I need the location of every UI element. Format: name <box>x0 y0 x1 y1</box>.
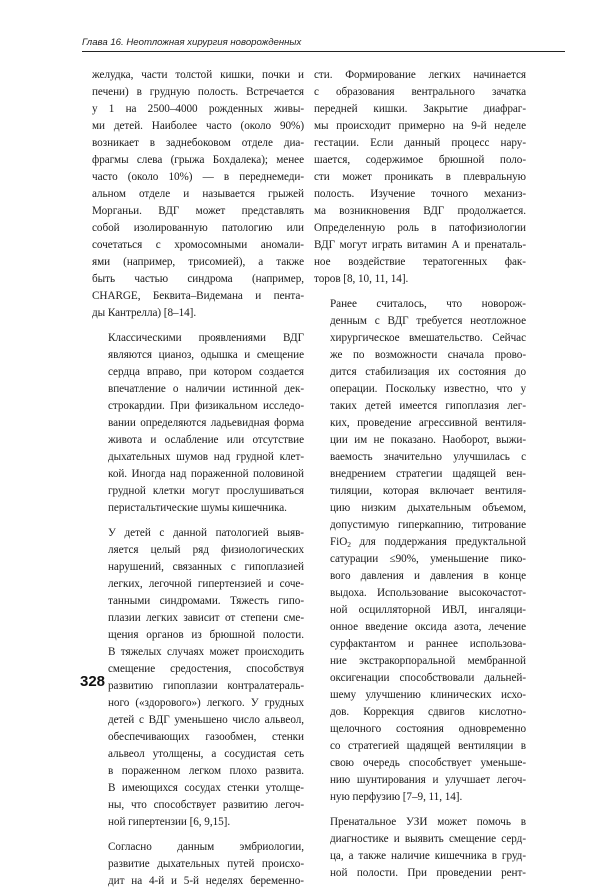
text-line: ную перфузию [7–9, 11, 14]. <box>330 791 463 803</box>
text-line: цию низким дыхательным объемом, <box>330 502 526 514</box>
text-line: ваемость значительно улучшилась с <box>330 451 526 463</box>
text-line: онное введение оксида азота, лечение <box>330 621 526 633</box>
text-line: выдоха. Использование высокочастот- <box>330 587 526 599</box>
text-line: ды Кантрелла) [8–14]. <box>92 307 197 319</box>
text-line: У детей с данной патологией выяв- <box>108 527 304 539</box>
text-line: оксигенации способствовали дальней- <box>330 672 526 684</box>
text-line: таких детей имеется гипоплазия лег- <box>330 400 526 412</box>
text-line: сти. Формирование легких начинается <box>314 69 526 81</box>
text-line: ции им не показано. Наоборот, выжи- <box>330 434 526 446</box>
text-line: живота и ослабление или отсутствие <box>108 434 304 446</box>
paragraph <box>92 525 304 831</box>
text-line: ной осцилляторной ИВЛ, ингаляци- <box>330 604 526 616</box>
text-line: нию шунтирования и улучшает легоч- <box>330 774 526 786</box>
text-line: шается, содержимое брюшной поло- <box>314 154 526 166</box>
paragraph <box>314 67 526 288</box>
text-line: дов. Коррекция сдвигов кислотно- <box>330 706 526 718</box>
text-line: альном отделе и называется грыжей <box>92 188 304 200</box>
text-line: являются цианоз, одышка и смещение <box>108 349 304 361</box>
text-line: сочетаться с хромосомными аномали- <box>92 239 304 251</box>
text-line: фрагмы слева (грыжа Бохдалека); менее <box>92 154 304 166</box>
text-line: собой изолированную патологию или <box>92 222 304 234</box>
text-line: передней кишки. Закрытие диафраг- <box>314 103 526 115</box>
text-line: перистальтические шумы кишечника. <box>108 502 287 514</box>
text-line: Пренатальное УЗИ может помочь в <box>330 816 526 828</box>
text-line: полость. Изучение точного механиз- <box>314 188 526 200</box>
text-line: плазии легких зависит от степени сме- <box>108 612 304 624</box>
fio2-subscript: 2 <box>347 540 351 549</box>
text-line-rest: для поддержания предуктальной <box>350 536 526 548</box>
paragraph-part <box>314 551 526 806</box>
text-line: ной гипертензии [6, 9,15]. <box>108 816 231 828</box>
text-line: мы происходит примерно на 9-й неделе <box>314 120 526 132</box>
text-line: Определенную роль в патофизиологии <box>314 222 526 234</box>
text-line: щелочного состояния одновременно <box>330 723 526 735</box>
text-line: ние экстракорпоральной мембранной <box>330 655 526 667</box>
text-line: допустимую гиперкапнию, титрование <box>330 519 526 531</box>
text-line: танными синдромами. Тяжесть гипо- <box>108 595 304 607</box>
text-line: диагностике и выявить смещение серд- <box>330 833 526 845</box>
text-line: В имеющихся сосудах стенки утолще- <box>108 782 304 794</box>
text-line: торов [8, 10, 11, 14]. <box>314 273 409 285</box>
paragraph <box>92 67 304 322</box>
text-line: щения органов из брюшной полости. <box>108 629 304 641</box>
text-line: Классическими проявлениями ВДГ <box>108 332 304 344</box>
text-line: обеспечивающих газообмен, стенки <box>108 731 304 743</box>
text-line: ны, что способствует развитию легоч- <box>108 799 304 811</box>
text-line: ма возникновения ВДГ продолжается. <box>314 205 526 217</box>
text-line: ного («здорового») легкого. У грудных <box>108 697 304 709</box>
paragraph <box>314 296 526 806</box>
text-line: же по возможности сначала прово- <box>330 349 526 361</box>
paragraph <box>92 330 304 517</box>
text-line: Согласно данным эмбриологии, <box>108 841 304 853</box>
text-line: ное воздействие тератогенных фак- <box>314 256 526 268</box>
text-line: дыхательных шумов над грудной клет- <box>108 451 304 463</box>
text-line: развитие дыхательных путей происхо- <box>108 858 304 870</box>
text-line: сти может проникать в плевральную <box>314 171 526 183</box>
running-header: Глава 16. Неотложная хирургия новорожденных <box>82 37 565 52</box>
text-line: ВДГ могут играть витамин А и пренаталь- <box>314 239 526 251</box>
text-line: В тяжелых случаях может происходить <box>108 646 304 658</box>
text-line: хирургическое вмешательство. Сейчас <box>330 332 526 344</box>
right-column <box>314 67 526 882</box>
text-line: Ранее считалось, что новорож- <box>330 298 526 310</box>
text-line: сердца вправо, при котором создается <box>108 366 304 378</box>
text-line: впечатление о наличии истинной дек- <box>108 383 304 395</box>
text-line: печени) в грудную полость. Встречается <box>92 86 304 98</box>
text-line: ляется целый ряд физиологических <box>108 544 304 556</box>
text-line: CHARGE, Беквита–Видемана и пента- <box>92 290 304 302</box>
text-line: ной полости. При проведении рент- <box>330 867 526 879</box>
text-line: детей с ВДГ уменьшено число альвеол, <box>108 714 304 726</box>
text-line: нарушений, связанных с гипоплазией <box>108 561 304 573</box>
text-line: гестации. Если данный процесс нару- <box>314 137 526 149</box>
text-line: строкардии. При физикальном исследо- <box>108 400 304 412</box>
text-line: возникает в заднебоковом отделе диа- <box>92 137 304 149</box>
fio2-symbol: FiO <box>330 536 348 548</box>
text-line: в пораженном легком плохо развита. <box>108 765 304 777</box>
text-line: альвеол утолщены, а сосудистая сеть <box>108 748 304 760</box>
left-column <box>92 67 304 890</box>
text-line: дится стабилизация их состояния до <box>330 366 526 378</box>
text-line: развитию гипоплазии контралатераль- <box>108 680 304 692</box>
text-line: ца, а также наличие кишечника в груд- <box>330 850 526 862</box>
text-line: ких, проведение агрессивной вентиля- <box>330 417 526 429</box>
text-line: операции. Поскольку известно, что у <box>330 383 526 395</box>
text-line: со стратегией щадящей вентиляции в <box>330 740 526 752</box>
text-line: сурфактантом и раннее использова- <box>330 638 526 650</box>
text-line: ями (например, трисомией), а также <box>92 256 304 268</box>
text-line <box>314 534 526 551</box>
text-line: денным с ВДГ требуется неотложное <box>330 315 526 327</box>
text-line: вании определяются ладьевидная форма <box>108 417 304 429</box>
text-line: кой. Иногда над пораженной половиной <box>108 468 304 480</box>
text-line: внедрением стратегии щадящей вен- <box>330 468 526 480</box>
text-line: вого давления и давления в конце <box>330 570 526 582</box>
text-line: свою очередь способствует уменьше- <box>330 757 526 769</box>
text-line: часто (около 10%) — в переднемеди- <box>92 171 304 183</box>
paragraph-part <box>314 296 526 534</box>
text-line: смещение средостения, способствуя <box>108 663 304 675</box>
text-line: у 1 на 2500–4000 рожденных живы- <box>92 103 304 115</box>
text-line: сатурации ≤90%, уменьшение пико- <box>330 553 526 565</box>
paragraph <box>92 839 304 890</box>
text-line: Морганьи. ВДГ может представлять <box>92 205 304 217</box>
text-line: ми детей. Наиболее часто (около 90%) <box>92 120 304 132</box>
text-line: быть частью синдрома (например, <box>92 273 304 285</box>
text-line: тиляции, которая включает вентиля- <box>330 485 526 497</box>
page-number: 328 <box>80 673 106 690</box>
text-line: шему улучшению клинических исхо- <box>330 689 526 701</box>
text-line: желудка, части толстой кишки, почки и <box>92 69 304 81</box>
text-line: грудной клетки могут прослушиваться <box>108 485 304 497</box>
text-line: с образования вентрального зачатка <box>314 86 526 98</box>
text-line: легких, легочной гипертензией и соче- <box>108 578 304 590</box>
text-line: дит на 4-й и 5-й неделях беременно- <box>108 875 304 887</box>
paragraph <box>314 814 526 882</box>
